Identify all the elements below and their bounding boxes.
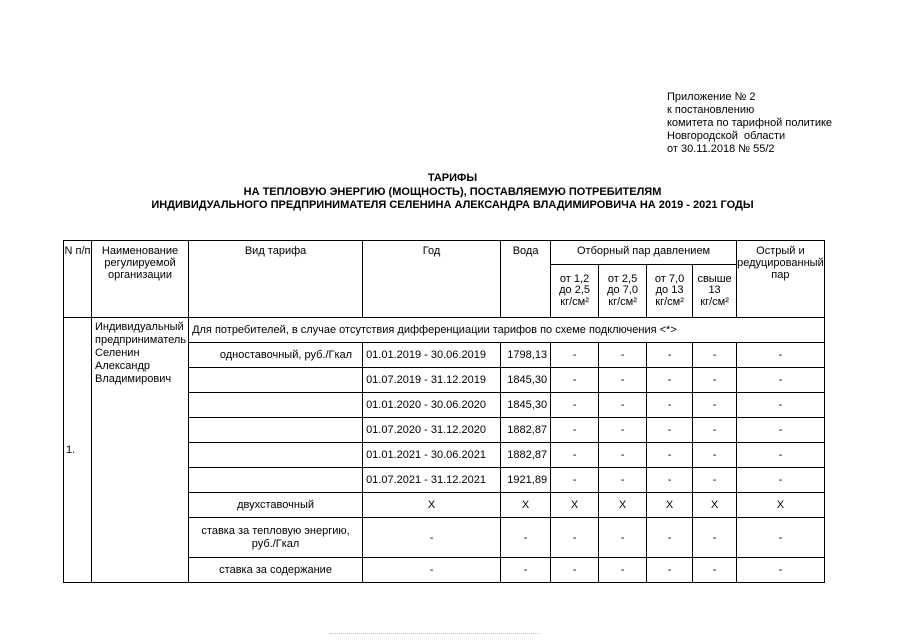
steam-3-value: - [647, 418, 693, 443]
period-cell: 01.07.2021 - 31.12.2021 [363, 468, 501, 493]
steam-2-value: X [599, 493, 647, 518]
empty-cell [189, 443, 363, 468]
sharp-steam-value: - [737, 343, 825, 368]
year-value: - [363, 558, 501, 583]
header-year: Год [363, 241, 501, 318]
period-cell: 01.01.2019 - 30.06.2019 [363, 343, 501, 368]
header-pressure-3: от 7,0 до 13 кг/см² [647, 265, 693, 318]
water-value: 1845,30 [501, 368, 551, 393]
steam-1-value: - [551, 443, 599, 468]
steam-3-value: X [647, 493, 693, 518]
sharp-steam-value: - [737, 418, 825, 443]
steam-1-value: - [551, 343, 599, 368]
header-steam: Отборный пар давлением [551, 241, 737, 265]
steam-2-value: - [599, 393, 647, 418]
steam-4-value: - [693, 443, 737, 468]
sharp-steam-value: - [737, 393, 825, 418]
note-row [64, 318, 825, 343]
period-cell: 01.07.2019 - 31.12.2019 [363, 368, 501, 393]
steam-2-value: - [599, 418, 647, 443]
water-value: 1845,30 [501, 393, 551, 418]
maintenance-rate-label: ставка за содержание [189, 558, 363, 583]
appendix-block [667, 91, 892, 156]
steam-1-value: - [551, 418, 599, 443]
appendix-line: к постановлению [667, 104, 755, 116]
water-value: - [501, 518, 551, 558]
header-row [64, 241, 825, 265]
two-rate-label: двухставочный [189, 493, 363, 518]
document-title [0, 172, 905, 213]
steam-4-value: X [693, 493, 737, 518]
title-line-3: ИНДИВИДУАЛЬНОГО ПРЕДПРИНИМАТЕЛЯ СЕЛЕНИНА АЛЕКСАНДРА ВЛАДИМИРОВИЧА НА 2019 - 2021 ГОДЫ [151, 199, 754, 211]
scan-artifact-line [330, 633, 540, 634]
steam-4-value: - [693, 468, 737, 493]
steam-4-value: - [693, 558, 737, 583]
header-pressure-4: свыше 13 кг/см² [693, 265, 737, 318]
header-org: Наименование регулируемой организации [92, 241, 189, 318]
appendix-line: Новгородской области [667, 130, 786, 142]
steam-1-value: - [551, 558, 599, 583]
steam-3-value: - [647, 468, 693, 493]
single-rate-label: одноставочный, руб./Гкал [189, 343, 363, 368]
period-cell: 01.07.2020 - 31.12.2020 [363, 418, 501, 443]
steam-2-value: - [599, 343, 647, 368]
steam-2-value: - [599, 558, 647, 583]
steam-4-value: - [693, 343, 737, 368]
note-text: Для потребителей, в случае отсутствия дифференциации тарифов по схеме подключения <*> [189, 318, 825, 343]
header-num: N п/п [64, 241, 92, 318]
appendix-line: от 30.11.2018 № 55/2 [667, 143, 775, 155]
sharp-steam-value: - [737, 468, 825, 493]
title-line-2: НА ТЕПЛОВУЮ ЭНЕРГИЮ (МОЩНОСТЬ), ПОСТАВЛЯЕМУЮ ПОТРЕБИТЕЛЯМ [243, 185, 662, 198]
steam-3-value: - [647, 343, 693, 368]
water-value: 1921,89 [501, 468, 551, 493]
steam-2-value: - [599, 368, 647, 393]
appendix-line: Приложение № 2 [667, 91, 756, 103]
steam-1-value: - [551, 368, 599, 393]
steam-1-value: X [551, 493, 599, 518]
steam-1-value: - [551, 518, 599, 558]
water-value: 1882,87 [501, 443, 551, 468]
sharp-steam-value: X [737, 493, 825, 518]
steam-1-value: - [551, 468, 599, 493]
sharp-steam-value: - [737, 558, 825, 583]
year-value: - [363, 518, 501, 558]
year-value: X [363, 493, 501, 518]
water-value: X [501, 493, 551, 518]
steam-3-value: - [647, 368, 693, 393]
steam-3-value: - [647, 518, 693, 558]
row-number: 1. [64, 318, 92, 583]
empty-cell [189, 418, 363, 443]
empty-cell [189, 368, 363, 393]
steam-4-value: - [693, 368, 737, 393]
steam-4-value: - [693, 418, 737, 443]
steam-3-value: - [647, 558, 693, 583]
steam-2-value: - [599, 443, 647, 468]
tariff-table [63, 240, 825, 583]
period-cell: 01.01.2020 - 30.06.2020 [363, 393, 501, 418]
steam-2-value: - [599, 468, 647, 493]
sharp-steam-value: - [737, 368, 825, 393]
steam-4-value: - [693, 393, 737, 418]
empty-cell [189, 393, 363, 418]
sharp-steam-value: - [737, 443, 825, 468]
org-name: Индивидуальный предприниматель Селенин Александр Владимирович [92, 318, 189, 583]
header-pressure-1: от 1,2 до 2,5 кг/см² [551, 265, 599, 318]
sharp-steam-value: - [737, 518, 825, 558]
header-water: Вода [501, 241, 551, 318]
title-line-1: ТАРИФЫ [427, 172, 478, 184]
empty-cell [189, 468, 363, 493]
header-tariff-type: Вид тарифа [189, 241, 363, 318]
steam-3-value: - [647, 393, 693, 418]
appendix-line: комитета по тарифной политике [667, 117, 833, 129]
energy-rate-label: ставка за тепловую энергию, руб./Гкал [189, 518, 363, 558]
period-cell: 01.01.2021 - 30.06.2021 [363, 443, 501, 468]
steam-2-value: - [599, 518, 647, 558]
water-value: 1882,87 [501, 418, 551, 443]
water-value: 1798,13 [501, 343, 551, 368]
water-value: - [501, 558, 551, 583]
steam-4-value: - [693, 518, 737, 558]
header-pressure-2: от 2,5 до 7,0 кг/см² [599, 265, 647, 318]
steam-1-value: - [551, 393, 599, 418]
header-sharp-steam: Острый и редуцированный пар [737, 241, 825, 318]
steam-3-value: - [647, 443, 693, 468]
